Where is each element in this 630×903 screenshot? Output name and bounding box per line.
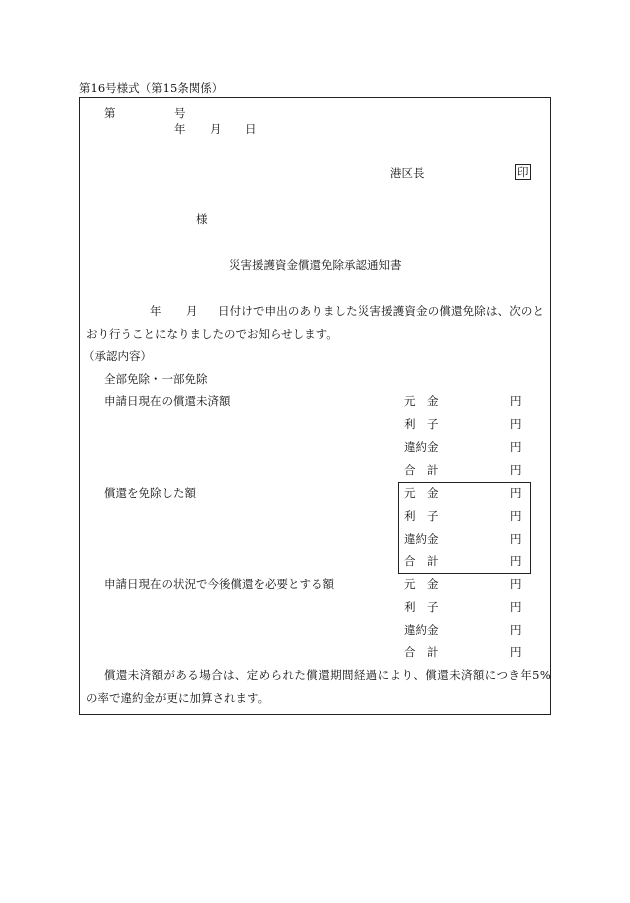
date-month: 月 [210,122,222,136]
row-label: 違約金 [404,532,439,546]
section-heading: （承認内容） [83,349,152,363]
doc-number-dai: 第 [104,106,116,120]
seal-text: 印 [517,165,529,179]
row-unit: 円 [510,623,522,637]
row-unit: 円 [510,577,522,591]
group-label-exempted: 償還を免除した額 [104,486,196,500]
note-line-1: 償還未済額がある場合は、定められた償還期間経過により、償還未済額につき年5% [104,668,552,682]
row-label: 利 子 [404,509,439,523]
row-label: 元 金 [404,577,439,591]
date-day: 日 [245,122,257,136]
row-unit: 円 [510,486,522,500]
row-label: 元 金 [404,394,439,408]
row-unit: 円 [510,645,522,659]
row-label: 合 計 [404,463,439,477]
row-label: 合 計 [404,554,439,568]
doc-number-go: 号 [174,106,186,120]
exemption-type: 全部免除・一部免除 [104,372,208,386]
row-label: 合 計 [404,645,439,659]
group-label-remaining: 申請日現在の状況で今後償還を必要とする額 [104,577,334,591]
row-unit: 円 [510,417,522,431]
row-unit: 円 [510,554,522,568]
row-unit: 円 [510,463,522,477]
row-label: 利 子 [404,417,439,431]
body-line-2: おり行うことになりましたのでお知らせします。 [86,327,338,341]
note-line-2: の率で違約金が更に加算されます。 [86,691,270,705]
document-title: 災害援護資金償還免除承認通知書 [229,258,402,272]
row-unit: 円 [510,394,522,408]
body-month: 月 [186,304,198,318]
row-unit: 円 [510,509,522,523]
row-label: 違約金 [404,623,439,637]
row-unit: 円 [510,600,522,614]
body-line-1: 日付けで申出のありました災害援護資金の償還免除は、次のと [218,304,545,318]
row-label: 元 金 [404,486,439,500]
row-label: 利 子 [404,600,439,614]
row-unit: 円 [510,440,522,454]
addressee-suffix: 様 [196,212,208,226]
row-label: 違約金 [404,440,439,454]
date-year: 年 [174,122,186,136]
body-year: 年 [150,304,162,318]
seal-mark [515,165,531,179]
issuer-title: 港区長 [390,166,425,180]
row-unit: 円 [510,532,522,546]
form-number: 第16号様式（第15条関係） [79,81,224,95]
group-label-outstanding: 申請日現在の償還未済額 [104,394,231,408]
